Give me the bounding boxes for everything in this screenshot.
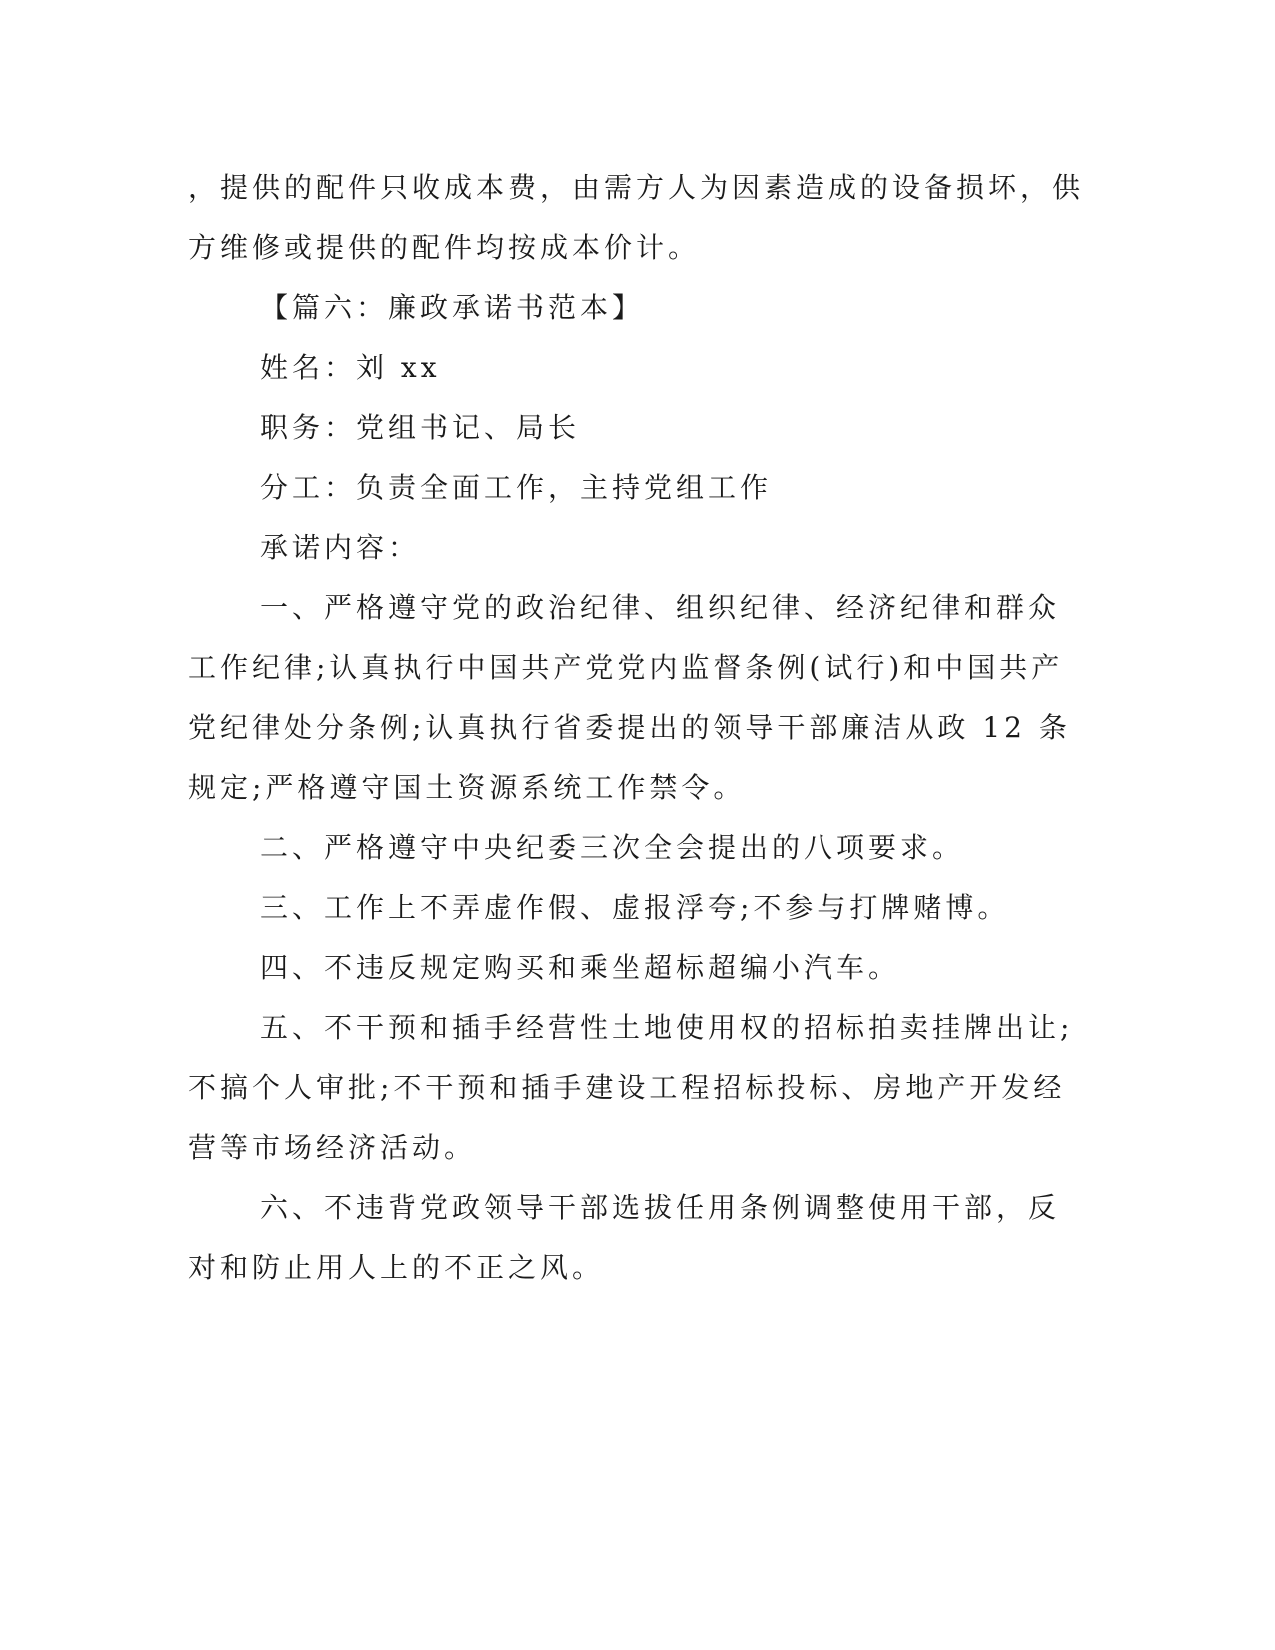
section-heading: 【篇六：廉政承诺书范本】 (260, 291, 645, 324)
position-line: 职务：党组书记、局长 (260, 411, 581, 444)
commitment-item-1: 一、严格遵守党的政治纪律、组织纪律、经济纪律和群众工作纪律;认真执行中国共产党党内监督条例(试行)和中国共产党纪律处分条例;认真执行省委提出的领导干部廉洁从政 12 条规定;严格遵守国土资源系统工作禁令。 (188, 591, 1071, 804)
document-body (188, 158, 1088, 1298)
commitment-label: 承诺内容： (260, 531, 421, 564)
paragraph-continuation: ，提供的配件只收成本费，由需方人为因素造成的设备损坏，供方维修或提供的配件均按成本价计。 (188, 171, 1085, 264)
commitment-item-5: 五、不干预和插手经营性土地使用权的招标拍卖挂牌出让;不搞个人审批;不干预和插手建设工程招标投标、房地产开发经营等市场经济活动。 (188, 1011, 1074, 1164)
duty-line: 分工：负责全面工作，主持党组工作 (260, 471, 773, 504)
commitment-item-3: 三、工作上不弄虚作假、虚报浮夸;不参与打牌赌博。 (260, 891, 1010, 924)
commitment-item-4: 四、不违反规定购买和乘坐超标超编小汽车。 (260, 951, 901, 984)
commitment-item-6: 六、不违背党政领导干部选拔任用条例调整使用干部，反对和防止用人上的不正之风。 (188, 1191, 1061, 1284)
name-line: 姓名：刘 xx (260, 351, 441, 384)
commitment-item-2: 二、严格遵守中央纪委三次全会提出的八项要求。 (260, 831, 965, 864)
